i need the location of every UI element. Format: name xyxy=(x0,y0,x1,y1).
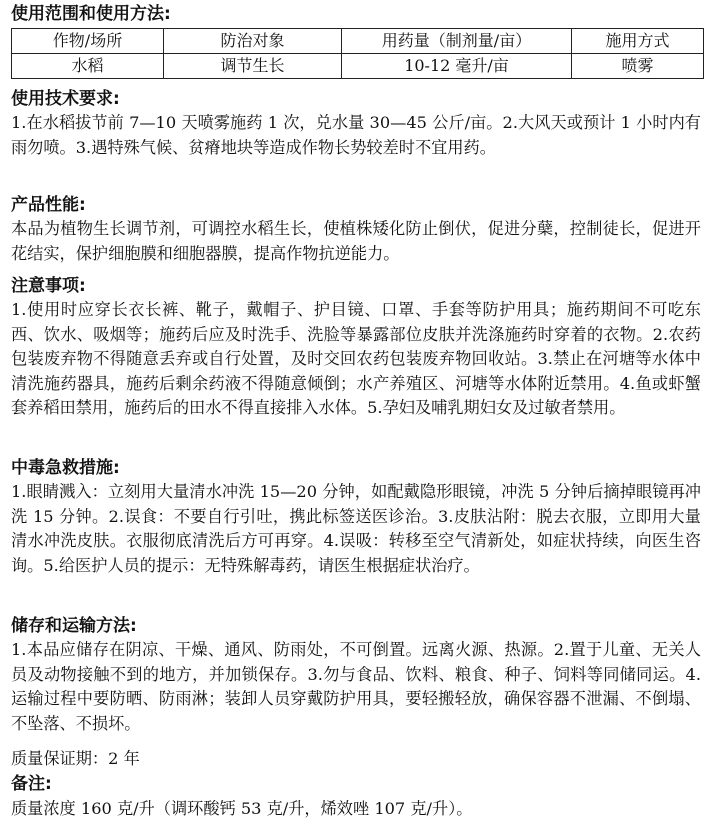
usage-cell-crop: 水稻 xyxy=(12,54,164,79)
remarks-heading: 备注: xyxy=(11,774,52,794)
remarks-text: 质量浓度 160 克/升（调环酸钙 53 克/升，烯效唑 107 克/升）。 xyxy=(11,799,473,818)
usage-heading: 使用范围和使用方法: xyxy=(11,4,171,24)
performance-heading: 产品性能: xyxy=(11,195,86,215)
precautions-heading: 注意事项: xyxy=(11,276,86,296)
usage-table xyxy=(11,28,704,79)
usage-cell-target: 调节生长 xyxy=(164,54,342,79)
precautions-text: 1.使用时应穿长衣长裤、靴子，戴帽子、护目镜、口罩、手套等防护用具；施药期间不可吃东西、饮水、吸烟等；施药后应及时洗手、洗脸等暴露部位皮肤并洗涤施药时穿着的衣物。2.农药包装废弃物不得随意丢弃或自行处置，及时交回农药包装废弃物回收站。3.禁止在河塘等水体中清洗施药器具，施药后剩余药液不得随意倾倒；水产养殖区、河塘等水体附近禁用。4.鱼或虾蟹套养稻田禁用，施药后的田水不得直接排入水体。5.孕妇及哺乳期妇女及过敏者禁用。 xyxy=(11,300,701,418)
first-aid-heading: 中毒急救措施: xyxy=(11,458,120,478)
usage-col-method: 施用方式 xyxy=(572,29,704,54)
usage-table-row xyxy=(12,54,704,79)
technique-heading: 使用技术要求: xyxy=(11,89,120,109)
usage-table-header-row xyxy=(12,29,704,54)
shelf-life: 质量保证期：2 年 xyxy=(11,749,140,768)
storage-text: 1.本品应储存在阴凉、干燥、通风、防雨处，不可倒置。远离火源、热源。2.置于儿童、无关人员及动物接触不到的地方，并加锁保存。3.勿与食品、饮料、粮食、种子、饲料等同储同运。4.运输过程中要防晒、防雨淋；装卸人员穿戴防护用具，要轻搬轻放，确保容器不泄漏、不倒塌、不坠落、不损坏。 xyxy=(11,640,701,733)
storage-heading: 储存和运输方法: xyxy=(11,616,137,636)
usage-col-dosage: 用药量（制剂量/亩） xyxy=(342,29,572,54)
usage-cell-dosage: 10-12 毫升/亩 xyxy=(342,54,572,79)
usage-col-crop: 作物/场所 xyxy=(12,29,164,54)
usage-cell-method: 喷雾 xyxy=(572,54,704,79)
first-aid-text: 1.眼睛溅入：立刻用大量清水冲洗 15—20 分钟，如配戴隐形眼镜，冲洗 5 分钟后摘掉眼镜再冲洗 15 分钟。2.误食：不要自行引吐，携此标签送医诊治。3.皮肤沾附：脱去衣服，立即用大量清水冲洗皮肤。衣服彻底清洗后方可再穿。4.误吸：转移至空气清新处，如症状持续，向医生咨询。5.给医护人员的提示：无特殊解毒药，请医生根据症状治疗。 xyxy=(11,482,701,575)
technique-text: 1.在水稻拔节前 7—10 天喷雾施药 1 次，兑水量 30—45 公斤/亩。2.大风天或预计 1 小时内有雨勿喷。3.遇特殊气候、贫瘠地块等造成作物长势较差时不宜用药。 xyxy=(11,113,701,157)
usage-col-target: 防治对象 xyxy=(164,29,342,54)
performance-text: 本品为植物生长调节剂，可调控水稻生长，使植株矮化防止倒伏，促进分蘖，控制徒长，促进开花结实，保护细胞膜和细胞器膜，提高作物抗逆能力。 xyxy=(11,219,701,263)
